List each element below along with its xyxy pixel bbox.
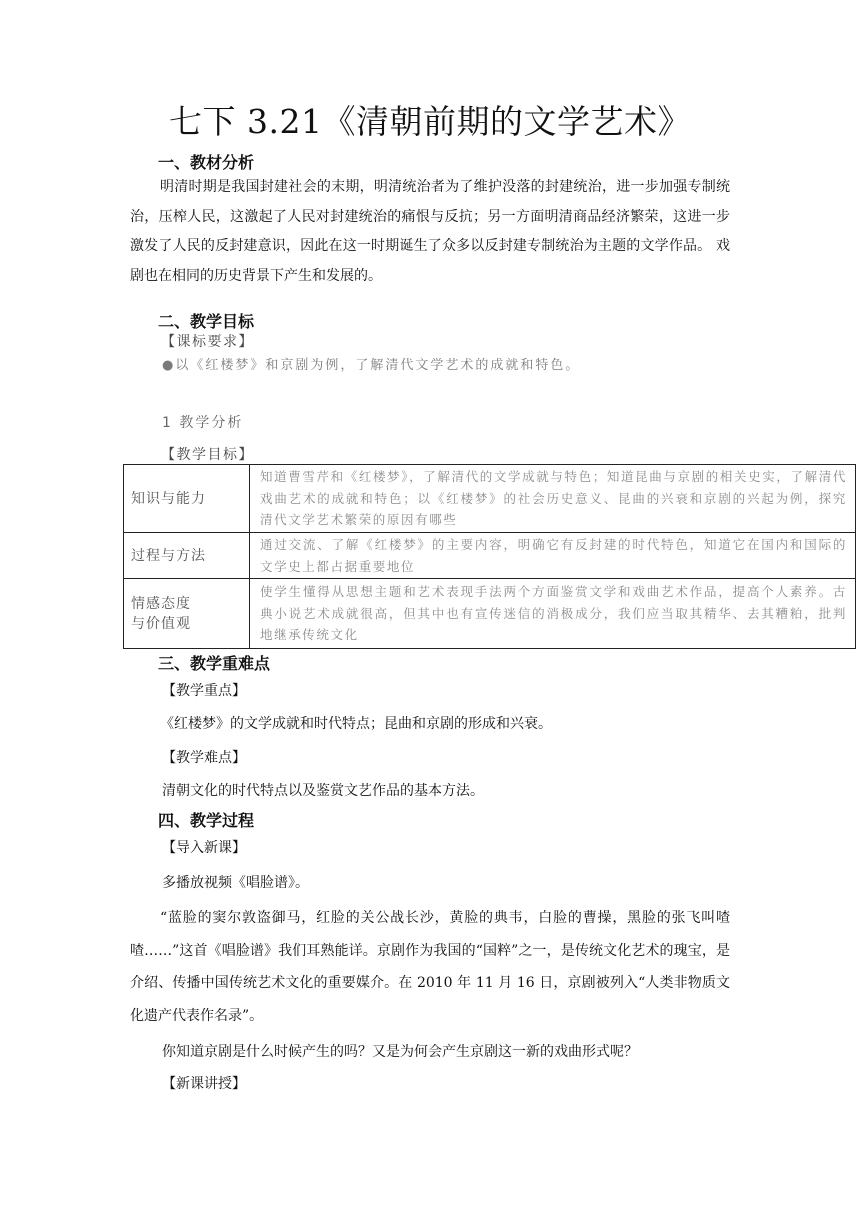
analysis-paragraph: 明清时期是我国封建社会的末期，明清统治者为了维护没落的封建统治，进一步加强专制统治，压榨人民，这激起了人民对封建统治的痛恨与反抗；另一方面明清商品经济繁荣，这进一步激发了人民的反封建意识，因此在这一时期诞生了众多以反封建专制统治为主题的文学作品。 戏剧也在相同的历史背景下产生和发展的。 [130,179,730,284]
page-title: 七下 3.21《清朝前期的文学艺术》 [169,102,691,141]
goal-content-knowledge: 知道曹雪芹和《红楼梦》，了解清代的文学成就与特色；知道昆曲与京剧的相关史实，了解清代戏曲艺术的成就和特色；以《红楼梦》的社会历史意义、昆曲的兴衰和京剧的兴起为例，探究清代文学艺术繁荣的原因有哪些 [250,465,856,533]
goal-content-process: 通过交流、了解《红楼梦》的主要内容，明确它有反封建的时代特色，知道它在国内和国际的文学史上都占据重要地位 [250,533,856,579]
goal-label-emotion: 情感态度 与价值观 [124,579,250,649]
section-heading-process: 四、教学过程 [158,811,255,830]
question-text: 你知道京剧是什么时候产生的吗？又是为何会产生京剧这一新的戏曲形式呢？ [162,1044,638,1060]
analysis-label: 1 教学分析 [162,415,244,431]
section-heading-key-points: 三、教学重难点 [158,654,271,673]
goals-table [123,464,856,649]
table-row [124,465,856,533]
intro-line: 多播放视频《唱脸谱》。 [162,875,309,891]
section-heading-analysis: 一、教材分析 [158,153,255,172]
intro-paragraph: “蓝脸的窦尔敦盗御马，红脸的关公战长沙，黄脸的典韦，白脸的曹操，黑脸的张飞叫喳喳……”这首《唱脸谱》我们耳熟能详。京剧作为我国的“国粹”之一，是传统文化艺术的瑰宝，是介绍、传播中国传统艺术文化的重要媒介。在 2010 年 11 月 16 日，京剧被列入“人类非物质文化遗产代表作名录”。 [130,910,730,1024]
table-row [124,579,856,649]
goal-label-process: 过程与方法 [124,533,250,579]
goals-label: 【教学目标】 [161,447,254,463]
standard-label: 【课标要求】 [161,334,254,350]
key-label: 【教学重点】 [162,683,246,699]
key-text: 《红楼梦》的文学成就和时代特点；昆曲和京剧的形成和兴衰。 [160,716,552,732]
intro-label: 【导入新课】 [162,840,246,856]
standard-text: ●以《红楼梦》和京剧为例，了解清代文学艺术的成就和特色。 [162,358,581,373]
table-row [124,533,856,579]
section-heading-goals: 二、教学目标 [158,312,255,331]
difficulty-text: 清朝文化的时代特点以及鉴赏文艺作品的基本方法。 [162,783,484,799]
difficulty-label: 【教学难点】 [162,750,246,766]
new-lesson-label: 【新课讲授】 [162,1076,246,1092]
goal-label-knowledge: 知识与能力 [124,465,250,533]
goal-content-emotion: 使学生懂得从思想主题和艺术表现手法两个方面鉴赏文学和戏曲艺术作品，提高个人素养。古典小说艺术成就很高，但其中也有宣传迷信的消极成分，我们应当取其精华、去其糟粕，批判地继承传统文化 [250,579,856,649]
